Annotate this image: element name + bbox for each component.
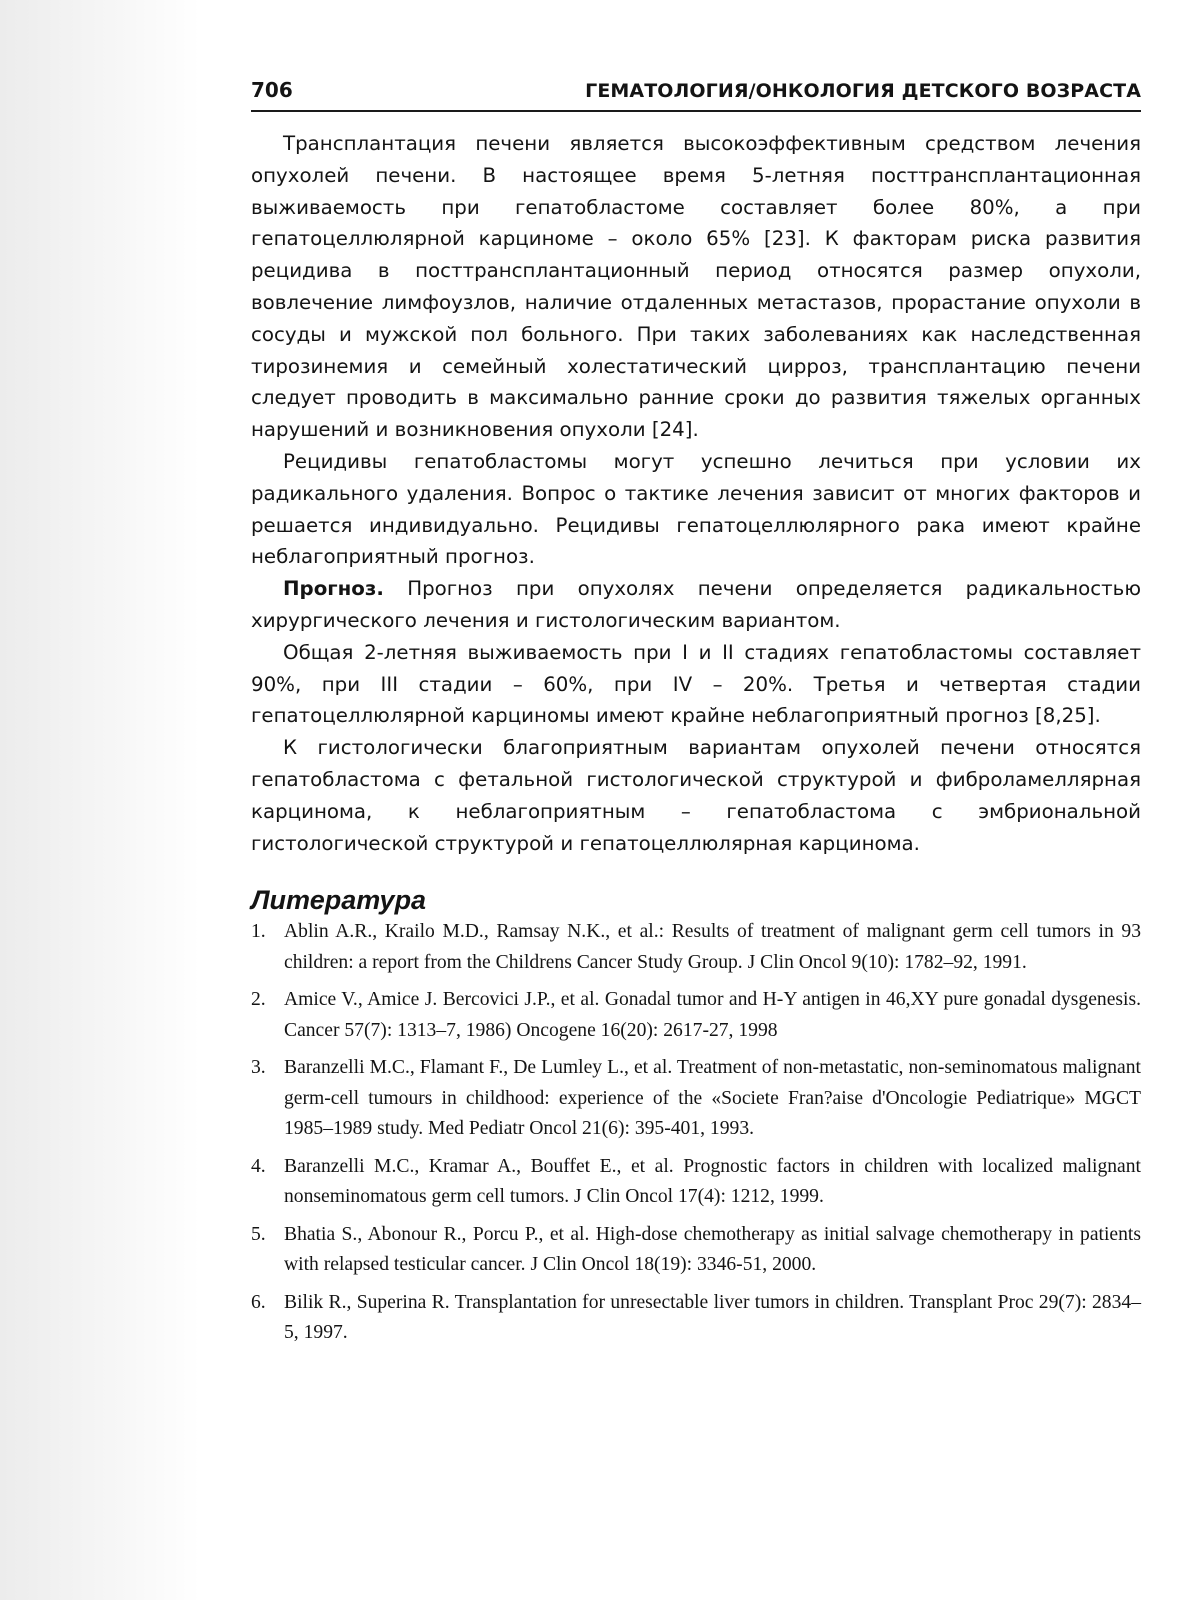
paragraph-text: К гистологически благоприятным вариантам опухолей печени относятся гепатобластома с фетальной гистологической структурой и фиброламеллярная карцинома, к неблагоприятным – гепатобластома с эмбриональной гистологической структурой и гепатоцеллюлярная карцинома.	[251, 736, 1141, 855]
reference-text: Baranzelli M.C., Flamant F., De Lumley L., et al. Treatment of non-metastatic, non-seminomatous malignant germ-cell tumours in childhood: experience of the «Societe Fran?aise d'Oncologie Pediatrique» MGCT 1985–1989 study. Med Pediatr Oncol 21(6): 395-401, 1993.	[284, 1057, 1141, 1140]
reference-list	[251, 917, 1141, 1349]
reference-item	[251, 1152, 1141, 1213]
reference-number: 1.	[251, 921, 266, 943]
paragraph-text: Общая 2-летняя выживаемость при I и II стадиях гепатобластомы составляет 90%, при III стадии – 60%, при IV – 20%. Третья и четвертая стадии гепатоцеллюлярной карциномы имеют крайне неблагоприятный прогноз [8,25].	[251, 640, 1141, 728]
reference-text: Ablin A.R., Krailo M.D., Ramsay N.K., et al.: Results of treatment of malignant germ cell tumors in 93 children: a report from the Childrens Cancer Study Group. J Clin Oncol 9(10): 1782–92, 1991.	[284, 921, 1141, 973]
reference-item	[251, 1220, 1141, 1281]
book-title: ГЕМАТОЛОГИЯ/ОНКОЛОГИЯ ДЕТСКОГО ВОЗРАСТА	[585, 80, 1141, 102]
reference-number: 5.	[251, 1223, 266, 1245]
reference-text: Bhatia S., Abonour R., Porcu P., et al. High-dose chemotherapy as initial salvage chemotherapy in patients with relapsed testicular cancer. J Clin Oncol 18(19): 3346-51, 2000.	[284, 1223, 1141, 1276]
running-head	[251, 78, 1141, 112]
paragraph-text: Рецидивы гепатобластомы могут успешно лечиться при условии их радикального удаления. Вопрос о тактике лечения зависит от многих факторов и решается индивидуально. Рецидивы гепатоцеллюлярного рака имеют крайне неблагоприятный прогноз.	[251, 449, 1141, 569]
reference-text: Amice V., Amice J. Bercovici J.P., et al. Gonadal tumor and H-Y antigen in 46,XY pure gonadal dysgenesis. Cancer 57(7): 1313–7, 1986) Oncogene 16(20): 2617-27, 1998	[284, 989, 1141, 1041]
page-number: 706	[251, 78, 293, 102]
paragraph	[251, 128, 1141, 446]
reference-item	[251, 1053, 1141, 1145]
reference-text: Baranzelli M.C., Kramar A., Bouffet E., et al. Prognostic factors in children with localized malignant nonseminomatous germ cell tumors. J Clin Oncol 17(4): 1212, 1999.	[284, 1155, 1141, 1208]
paragraph-text: Прогноз при опухолях печени определяется радикальностью хирургического лечения и гистологическим вариантом.	[251, 577, 1141, 632]
paragraph	[251, 573, 1141, 637]
reference-text: Bilik R., Superina R. Transplantation for unresectable liver tumors in children. Transplant Proc 29(7): 2834–5, 1997.	[284, 1291, 1141, 1344]
paragraph	[251, 446, 1141, 573]
paragraph	[251, 637, 1141, 732]
paragraph-lead: Прогноз.	[283, 577, 384, 601]
paragraph-text: Трансплантация печени является высокоэффективным средством лечения опухолей печени. В настоящее время 5-летняя посттрансплантационная выживаемость при гепатобластоме составляет более 80%, а при гепатоцеллюлярной карциноме – около 65% [23]. К факторам риска развития рецидива в посттрансплантационный период относятся размер опухоли, вовлечение лимфоузлов, наличие отдаленных метастазов, прорастание опухоли в сосуды и мужской пол больного. При таких заболеваниях как наследственная тирозинемия и семейный холестатический цирроз, трансплантацию печени следует проводить в максимально ранние сроки до развития тяжелых органных нарушений и возникновения опухоли [24].	[251, 132, 1141, 442]
reference-item	[251, 985, 1141, 1046]
reference-number: 3.	[251, 1057, 266, 1079]
body-text	[251, 128, 1141, 859]
reference-number: 4.	[251, 1155, 266, 1177]
page-edge-shadow	[0, 0, 200, 1600]
reference-item	[251, 1288, 1141, 1349]
reference-number: 2.	[251, 989, 266, 1011]
paragraph	[251, 732, 1141, 859]
book-page	[251, 78, 1141, 1356]
reference-number: 6.	[251, 1291, 266, 1313]
reference-item	[251, 917, 1141, 978]
references-heading: Литература	[251, 885, 427, 916]
